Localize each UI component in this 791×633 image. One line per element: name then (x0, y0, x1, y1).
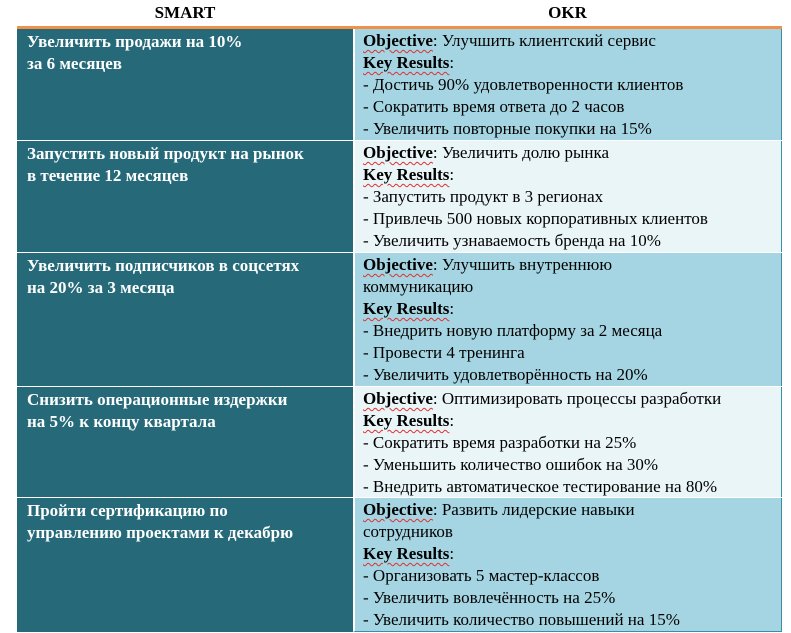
key-results-label: Key Results (363, 411, 450, 430)
objective-line: Objective: Оптимизировать процессы разработки (363, 389, 722, 408)
key-result: - Увеличить количество повышений на 15% (363, 610, 680, 629)
objective-line: Objective: Улучшить клиентский сервис (363, 31, 656, 50)
objective-line: Objective: Развить лидерские навыки (363, 500, 635, 519)
okr-cell (353, 29, 782, 140)
key-result: - Сократить время разработки на 25% (363, 433, 637, 452)
objective-text: Оптимизировать процессы разработки (441, 389, 722, 408)
objective-text: Развить лидерские навыки (441, 500, 635, 519)
smart-goal-line: Запустить новый продукт на рынок (27, 144, 304, 163)
table-row (17, 498, 782, 633)
key-results-heading: Key Results: (363, 299, 455, 318)
table-row (17, 141, 782, 253)
smart-goal-line: Увеличить подписчиков в соцсетях (27, 256, 300, 275)
smart-goal-line: на 20% за 3 месяца (27, 278, 175, 297)
objective-label: Objective (363, 143, 433, 162)
smart-goal (17, 29, 353, 140)
smart-goal-line: за 6 месяцев (27, 54, 122, 73)
smart-goal (17, 498, 353, 632)
header-smart: SMART (154, 3, 216, 22)
objective-label: Objective (363, 31, 433, 50)
key-result: - Увеличить узнаваемость бренда на 10% (363, 231, 661, 250)
key-result: - Организовать 5 мастер-классов (363, 566, 600, 585)
key-results-label: Key Results (363, 299, 450, 318)
table-row (17, 29, 782, 141)
header-okr: OKR (548, 3, 587, 22)
objective-text: Увеличить долю рынка (441, 143, 610, 162)
smart-goal-line: в течение 12 месяцев (27, 166, 189, 185)
okr-cell (353, 498, 782, 632)
key-result: - Провести 4 тренинга (363, 343, 525, 362)
smart-goal-line: Снизить операционные издержки (27, 390, 288, 409)
objective-label: Objective (363, 500, 433, 519)
key-results-heading: Key Results: (363, 165, 455, 184)
key-result: - Достичь 90% удовлетворенности клиентов (363, 75, 684, 94)
okr-cell (353, 141, 782, 252)
key-results-label: Key Results (363, 53, 450, 72)
smart-goal-line: Пройти сертификацию по (27, 501, 228, 520)
objective-text: Улучшить клиентский сервис (441, 31, 656, 50)
smart-goal-line: на 5% к концу квартала (27, 412, 216, 431)
table-header (17, 0, 782, 29)
smart-okr-table (17, 0, 782, 633)
key-result: - Уменьшить количество ошибок на 30% (363, 455, 659, 474)
key-results-label: Key Results (363, 544, 450, 563)
smart-goal (17, 141, 353, 252)
table-row (17, 253, 782, 387)
key-result: - Увеличить вовлечённость на 25% (363, 588, 616, 607)
key-results-heading: Key Results: (363, 544, 455, 563)
smart-goal (17, 387, 353, 497)
key-result: - Внедрить новую платформу за 2 месяца (363, 321, 663, 340)
objective-label: Objective (363, 389, 433, 408)
okr-cell (353, 387, 782, 497)
key-results-heading: Key Results: (363, 411, 455, 430)
objective-text: Улучшить внутреннюю (441, 255, 613, 274)
okr-cell (353, 253, 782, 386)
smart-goal-line: Увеличить продажи на 10% (27, 32, 243, 51)
key-result: - Внедрить автоматическое тестирование на 80% (363, 477, 717, 496)
smart-goal-line: управлению проектами к декабрю (27, 523, 294, 542)
objective-text-cont: коммуникацию (363, 277, 474, 296)
key-result: - Привлечь 500 новых корпоративных клиентов (363, 209, 708, 228)
objective-line: Objective: Увеличить долю рынка (363, 143, 610, 162)
objective-label: Objective (363, 255, 433, 274)
key-results-heading: Key Results: (363, 53, 455, 72)
key-result: - Увеличить удовлетворённость на 20% (363, 365, 648, 384)
smart-goal (17, 253, 353, 386)
key-result: - Сократить время ответа до 2 часов (363, 97, 625, 116)
table-row (17, 387, 782, 498)
key-result: - Запустить продукт в 3 регионах (363, 187, 604, 206)
objective-line: Objective: Улучшить внутреннюю (363, 255, 613, 274)
key-result: - Увеличить повторные покупки на 15% (363, 119, 652, 138)
key-results-label: Key Results (363, 165, 450, 184)
objective-text-cont: сотрудников (363, 522, 453, 541)
